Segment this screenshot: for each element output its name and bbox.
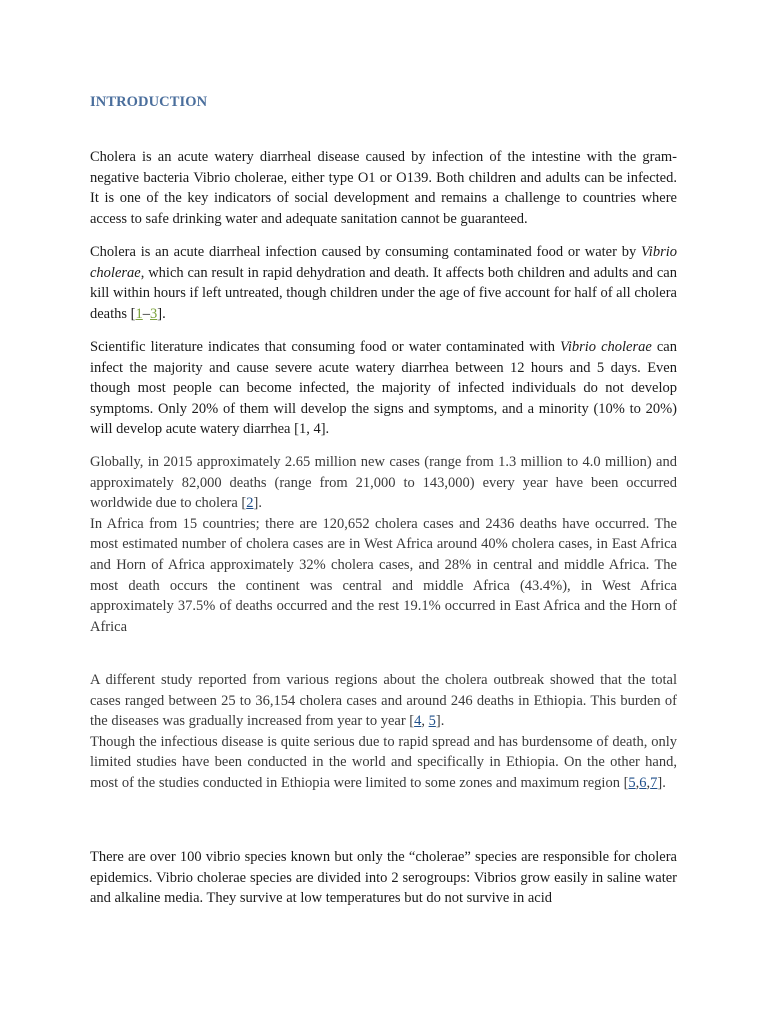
citation-link-7[interactable]: 7 <box>650 774 658 791</box>
citation-link-2[interactable]: 2 <box>246 495 254 512</box>
paragraph-5: In Africa from 15 countries; there are 120,652 cholera cases and 2436 deaths have occurred. The most estimated number of cholera cases are in West Africa around 40% cholera cases, in East Africa and Horn of Africa approximately 32% cholera cases, and 28% in central and middle Africa. The most death occurs the continent was central and middle Africa (43.4%), in West Africa approximately 37.5% of deaths occurred and the rest 19.1% occurred in East Africa and the Horn of Africa <box>90 515 677 635</box>
p2-text-a: Cholera is an acute diarrheal infection caused by consuming contaminated food or water by <box>90 244 642 260</box>
p6-text-b: ]. <box>435 713 445 730</box>
p2-dash: – <box>142 305 150 322</box>
p3-text-a: Scientific literature indicates that consuming food or water contaminated with <box>90 339 561 355</box>
citation-link-6[interactable]: 6 <box>639 774 647 791</box>
paragraph-8: There are over 100 vibrio species known but only the “cholerae” species are responsible for cholera epidemics. Vibrio cholerae species are divided into 2 serogroups: Vibrios grow easily in saline water and alkaline media. They survive at low temperatures but do not survive in acid <box>90 849 677 907</box>
paragraph-3-block <box>90 337 677 440</box>
paragraph-4-5-block <box>90 452 677 637</box>
p2-text-c: , which can result in rapid dehydration and death. It affects both children and adults and can kill within hours if left untreated, though children under the age of five account for half of all cholera deaths [ <box>90 264 677 322</box>
paragraph-8-block <box>90 847 677 909</box>
p7-sep-1: , <box>635 774 640 791</box>
p2-text-d: ]. <box>157 305 166 322</box>
p3-text-c: can infect the majority and cause severe acute watery diarrhea between 12 hours and 5 days. Even though most people can become infected, the majority of infected individuals do not develop symptoms. Only 20% of them will develop the signs and symptoms, and a minority (10% to 20%) will develop acute watery diarrhea [1, 4]. <box>90 339 677 438</box>
paragraph-2 <box>90 242 677 324</box>
citation-link-4[interactable]: 4 <box>414 713 422 730</box>
p2-species-italic: Vibrio cholerae <box>90 244 677 281</box>
paragraph-1-block <box>90 147 677 229</box>
p7-text-b: ]. <box>657 774 666 791</box>
citation-link-3[interactable]: 3 <box>150 305 158 322</box>
p4-text-a: Globally, in 2015 approximately 2.65 million new cases (range from 1.3 million to 4.0 million) and approximately 82,000 deaths (range from 21,000 to 143,000) every year have been occurred worldwide due to cholera [ <box>90 454 677 512</box>
paragraph-6 <box>90 670 677 732</box>
paragraph-4 <box>90 452 677 514</box>
citation-link-1[interactable]: 1 <box>135 305 143 322</box>
p6-text-a: A different study reported from various regions about the cholera outbreak showed that the total cases ranged between 25 to 36,154 cholera cases and around 246 deaths in Ethiopia. This burden of the diseases was gradually increased from year to year [ <box>90 672 677 730</box>
paragraph-6-7-block <box>90 670 677 794</box>
paragraph-2-block <box>90 242 677 324</box>
paragraph-7 <box>90 732 677 794</box>
paragraph-1: Cholera is an acute watery diarrheal disease caused by infection of the intestine with the gram-negative bacteria Vibrio cholerae, either type O1 or O139. Both children and adults can be infected. It is one of the key indicators of social development and remains a challenge to countries where access to safe drinking water and adequate sanitation cannot be guaranteed. <box>90 149 677 227</box>
citation-link-5[interactable]: 5 <box>428 713 436 730</box>
p7-sep-2: , <box>646 774 651 791</box>
paragraph-3 <box>90 337 677 440</box>
p7-text-a: Though the infectious disease is quite serious due to rapid spread and has burdensome of death, only limited studies have been conducted in the world and specifically in Ethiopia. On the other hand, most of the studies conducted in Ethiopia were limited to some zones and maximum region [ <box>90 733 677 791</box>
p4-text-b: ]. <box>253 495 262 512</box>
p6-sep: , <box>421 713 429 730</box>
p3-species-italic: Vibrio cholerae <box>560 339 652 355</box>
citation-link-5b[interactable]: 5 <box>628 774 636 791</box>
section-heading: INTRODUCTION <box>90 94 208 110</box>
